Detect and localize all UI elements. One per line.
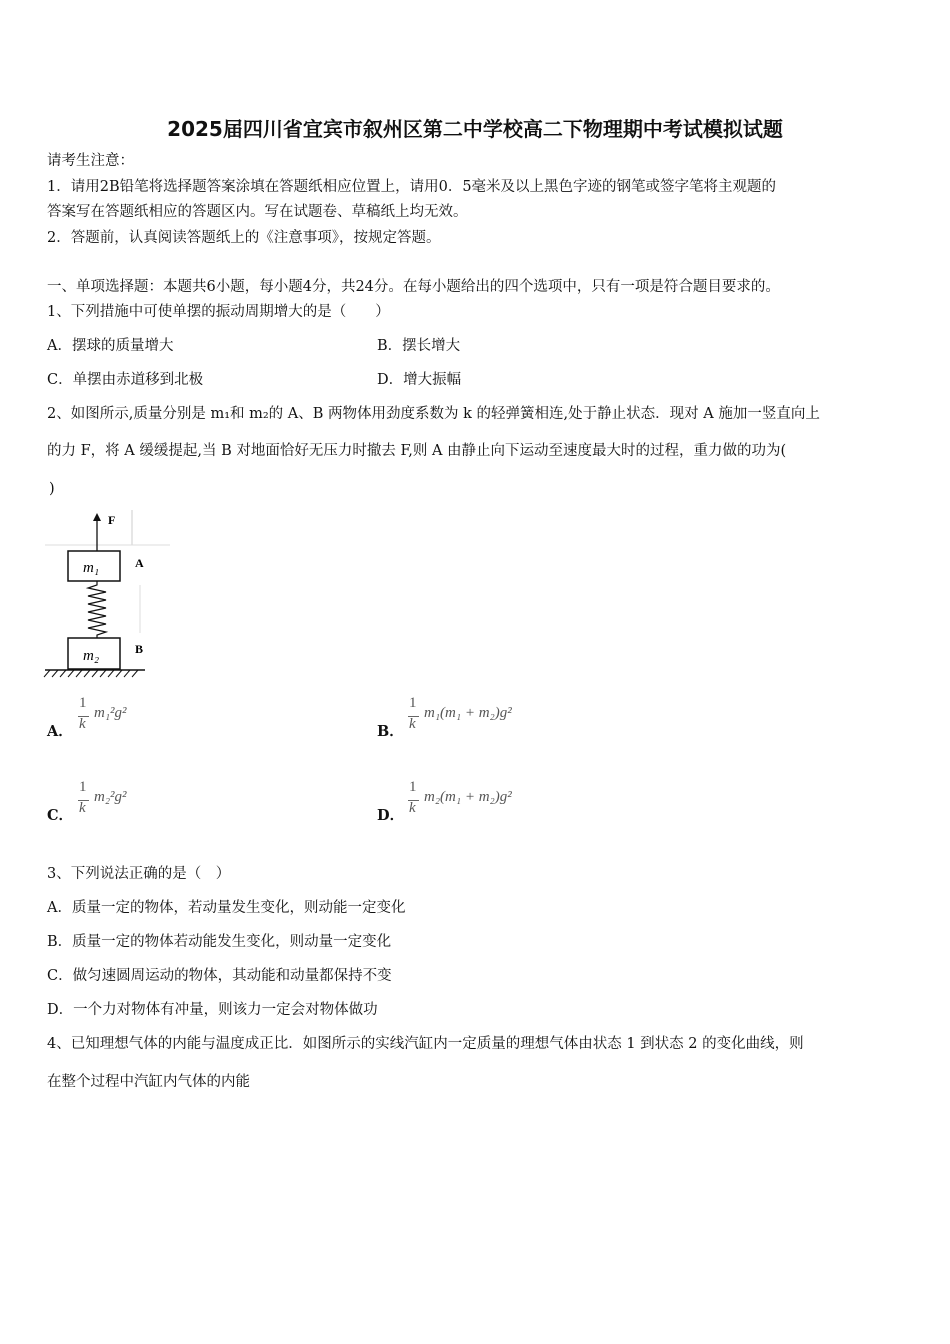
q2-option-c-label: C． (47, 807, 74, 824)
q2-option-d-label: D． (377, 807, 405, 824)
block-b-label: B (135, 642, 144, 656)
q4-stem-line-1: 4、已知理想气体的内能与温度成正比．如图所示的实线汽缸内一定质量的理想气体由状态 1 到状态 2 的变化曲线，则 (47, 1036, 804, 1052)
q1-stem: 1、下列措施中可使单摆的振动周期增大的是（ ） (47, 304, 390, 320)
q1-option-b: B．摆长增大 (377, 338, 461, 354)
notice-line-1b: 答案写在答题纸相应的答题区内。写在试题卷、草稿纸上均无效。 (47, 204, 468, 220)
spring-blocks-figure (40, 505, 175, 680)
option-b-expression: m₁(m₁ + m₂)g² (424, 705, 512, 721)
q1-option-a: A．摆球的质量增大 (47, 338, 174, 354)
block-a-label: A (135, 556, 144, 570)
block-a-mass: m₁ (83, 560, 100, 576)
q2-stem-line-1: 2、如图所示,质量分别是 m₁和 m₂的 A、B 两物体用劲度系数为 k 的轻弹簧相连,处于静止状态．现对 A 施加一竖直向上 (47, 406, 820, 422)
fraction-denominator: k (409, 716, 416, 732)
option-d-expression: m₂(m₁ + m₂)g² (424, 789, 512, 805)
q3-option-c: C．做匀速圆周运动的物体，其动能和动量都保持不变 (47, 968, 392, 984)
notice-line-1a: 1．请用2B铅笔将选择题答案涂填在答题纸相应位置上，请用0．5毫米及以上黑色字迹的钢笔或签字笔将主观题的 (47, 179, 777, 195)
section-heading: 一、单项选择题：本题共6小题，每小题4分，共24分。在每小题给出的四个选项中，只有一项是符合题目要求的。 (47, 279, 780, 295)
q3-option-d: D．一个力对物体有冲量，则该力一定会对物体做功 (47, 1002, 378, 1018)
fraction-numerator: 1 (79, 779, 87, 795)
q1-option-d: D．增大振幅 (377, 372, 462, 388)
option-a-expression: m₁²g² (94, 705, 127, 721)
page-title: 2025届四川省宜宾市叙州区第二中学校高二下物理期中考试模拟试题 (167, 117, 783, 141)
fraction-numerator: 1 (79, 695, 87, 711)
q2-stem-line-3: ) (49, 481, 55, 497)
q3-option-b: B．质量一定的物体若动能发生变化，则动量一定变化 (47, 934, 392, 950)
block-b-mass: m₂ (83, 648, 100, 664)
fraction-numerator: 1 (409, 779, 417, 795)
q3-stem: 3、下列说法正确的是（ ） (47, 866, 231, 882)
force-label: F (108, 513, 116, 527)
q2-stem-line-2: 的力 F，将 A 缓缓提起,当 B 对地面恰好无压力时撤去 F,则 A 由静止向下运动至速度最大时的过程，重力做的功为( (47, 443, 787, 459)
spring (88, 581, 106, 638)
q4-stem-line-2: 在整个过程中汽缸内气体的内能 (47, 1074, 250, 1090)
notice-heading: 请考生注意： (47, 153, 134, 169)
fraction-numerator: 1 (409, 695, 417, 711)
option-c-expression: m₂²g² (94, 789, 127, 805)
notice-line-2: 2．答题前，认真阅读答题纸上的《注意事项》，按规定答题。 (47, 230, 441, 246)
q2-option-a-label: A． (47, 723, 73, 740)
q3-option-a: A．质量一定的物体，若动量发生变化，则动能一定变化 (47, 900, 406, 916)
q1-option-c: C．单摆由赤道移到北极 (47, 372, 204, 388)
fraction-denominator: k (409, 800, 416, 816)
q2-option-b-label: B． (377, 723, 404, 740)
fraction-denominator: k (79, 716, 86, 732)
fraction-denominator: k (79, 800, 86, 816)
